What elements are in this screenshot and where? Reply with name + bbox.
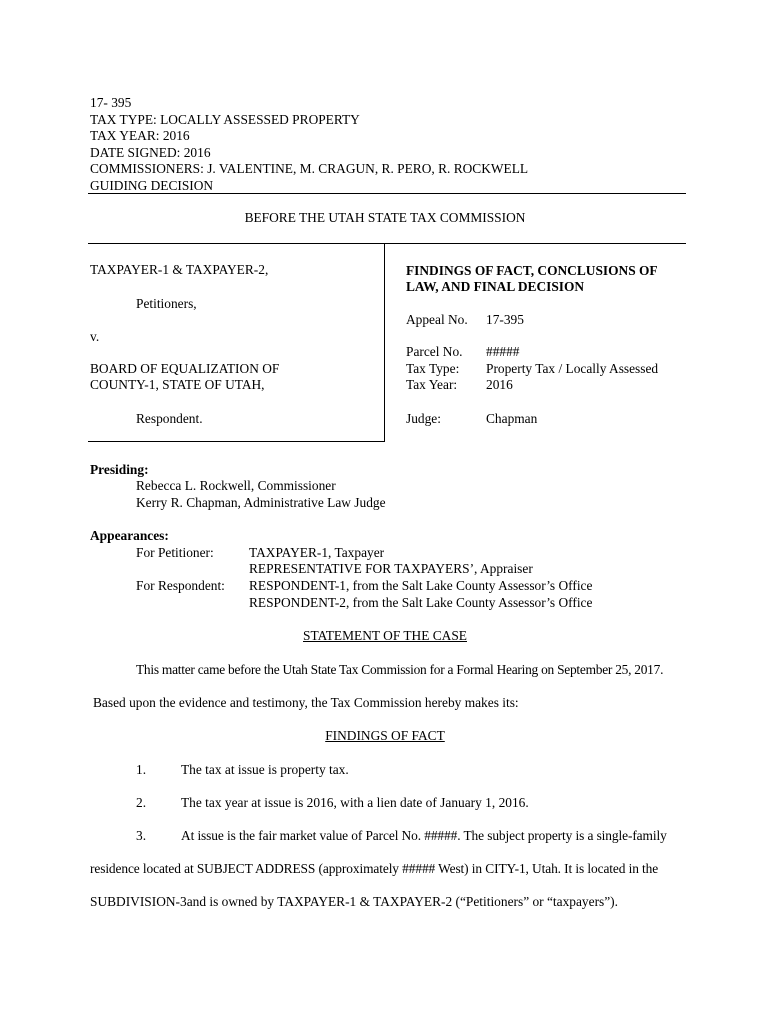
caption-vertical-rule: [384, 243, 385, 442]
judge-value: Chapman: [486, 411, 538, 426]
taxtype-label: Tax Type:: [406, 361, 460, 376]
finding-number: 3.: [136, 828, 147, 843]
date-signed-line: DATE SIGNED: 2016: [90, 144, 211, 160]
finding-text: The tax year at issue is 2016, with a lien date of January 1, 2016.: [181, 795, 529, 810]
respondent-appearance-2: RESPONDENT-2, from the Salt Lake County Assessor’s Office: [249, 595, 593, 610]
parcel-label: Parcel No.: [406, 344, 463, 359]
presiding-commissioner: Rebecca L. Rockwell, Commissioner: [136, 478, 336, 493]
caption-respondent-line2: COUNTY-1, STATE OF UTAH,: [90, 377, 265, 392]
caption-respondent: Respondent.: [136, 411, 203, 426]
finding-number: 2.: [136, 795, 147, 810]
caption-bottom-rule: [88, 441, 385, 442]
presiding-heading: Presiding:: [90, 462, 149, 477]
caption-top-rule: [88, 243, 686, 244]
finding-text: The tax at issue is property tax.: [181, 762, 349, 777]
petitioner-label: For Petitioner:: [136, 545, 214, 560]
case-number: 17- 395: [90, 95, 132, 110]
decision-type-line: GUIDING DECISION: [90, 177, 214, 193]
findings-heading: FINDINGS OF FACT: [325, 728, 445, 743]
caption-versus: v.: [90, 329, 100, 344]
appeal-label: Appeal No.: [406, 312, 468, 327]
taxtype-value: Property Tax / Locally Assessed: [486, 361, 659, 376]
statement-heading: STATEMENT OF THE CASE: [303, 628, 467, 643]
header-divider: [88, 193, 686, 194]
taxyear-label: Tax Year:: [406, 377, 458, 392]
presiding-judge: Kerry R. Chapman, Administrative Law Judge: [136, 495, 386, 510]
document-title-line2: LAW, AND FINAL DECISION: [406, 279, 585, 294]
case-header: [90, 95, 528, 194]
respondent-appearance-1: RESPONDENT-1, from the Salt Lake County Assessor’s Office: [249, 578, 593, 593]
finding-3-line-2: residence located at SUBJECT ADDRESS (approximately ##### West) in CITY-1, Utah. It is located in the: [90, 861, 659, 876]
finding-3-line-3: SUBDIVISION-3and is owned by TAXPAYER-1 & TAXPAYER-2 (“Petitioners” or “taxpayers”).: [90, 894, 618, 909]
caption-petitioners: Petitioners,: [136, 296, 197, 311]
judge-label: Judge:: [406, 411, 441, 426]
tax-type-line: TAX TYPE: LOCALLY ASSESSED PROPERTY: [90, 111, 360, 127]
tax-year-line: TAX YEAR: 2016: [90, 128, 190, 143]
appeal-value: 17-395: [486, 312, 524, 327]
caption-respondent-line1: BOARD OF EQUALIZATION OF: [90, 361, 280, 376]
caption-parties: TAXPAYER-1 & TAXPAYER-2,: [90, 262, 269, 277]
commissioners-line: COMMISSIONERS: J. VALENTINE, M. CRAGUN, R. PERO, R. ROCKWELL: [90, 161, 529, 176]
taxyear-value: 2016: [486, 377, 513, 392]
petitioner-appearance-1: TAXPAYER-1, Taxpayer: [249, 545, 385, 560]
appearances-heading: Appearances:: [90, 528, 169, 543]
petitioner-appearance-2: REPRESENTATIVE FOR TAXPAYERS’, Appraiser: [249, 561, 533, 576]
document-title-line1: FINDINGS OF FACT, CONCLUSIONS OF: [406, 263, 658, 278]
court-title: BEFORE THE UTAH STATE TAX COMMISSION: [244, 210, 526, 225]
statement-paragraph-2: Based upon the evidence and testimony, the Tax Commission hereby makes its:: [93, 695, 519, 710]
finding-text: At issue is the fair market value of Parcel No. #####. The subject property is a single-family: [181, 828, 667, 843]
parcel-value: #####: [486, 344, 520, 359]
statement-paragraph-1: This matter came before the Utah State Tax Commission for a Formal Hearing on September 25, 2017.: [136, 662, 664, 677]
respondent-label: For Respondent:: [136, 578, 225, 593]
finding-number: 1.: [136, 762, 147, 777]
